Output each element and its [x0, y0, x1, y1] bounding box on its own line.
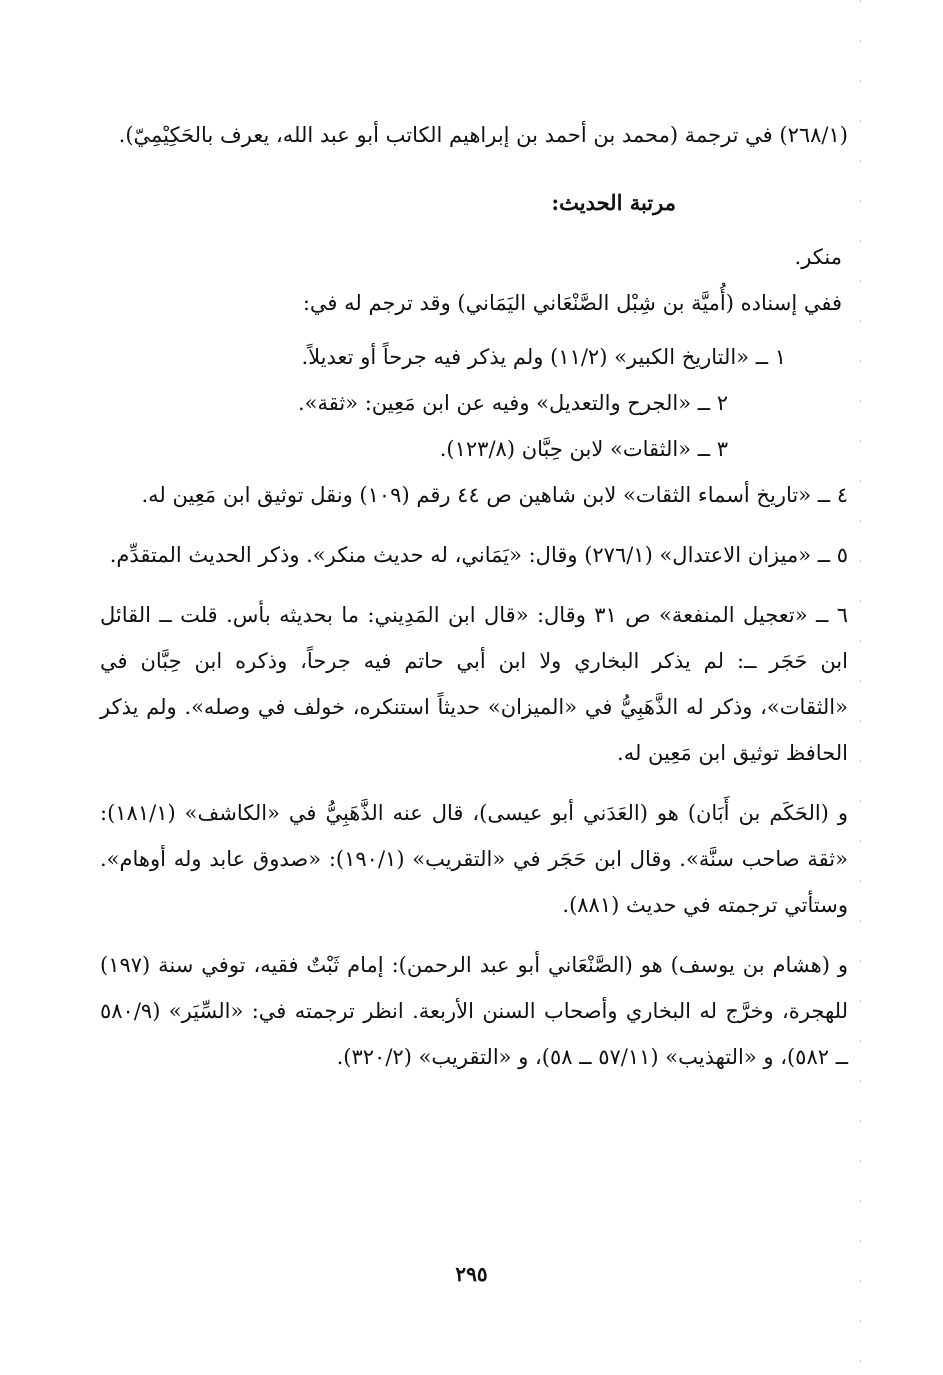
source-item-4: ٤ ــ «تاريخ أسماء الثقات» لابن شاهين ص ٤٤ رقم (١٠٩) ونقل توثيق ابن مَعِين له. — [141, 483, 848, 507]
scan-edge-mark — [860, 0, 861, 1375]
intro-paragraph: (٢٦٨/١) في ترجمة (محمد بن أحمد بن إبراهيم الكاتب أبو عبد الله، يعرف بالحَكِيْمِيّ). — [118, 123, 848, 147]
source-item-2: ٢ ــ «الجرح والتعديل» وفيه عن ابن مَعِين: «ثقة». — [297, 391, 728, 415]
narrator-hisham-paragraph: و (هشام بن يوسف) هو (الصَّنْعَاني أبو عبد الرحمن): إمام ثَبْتٌ فقيه، توفي سنة (١٩٧) للهجرة، وخرَّج له البخاري وأصحاب السنن الأربعة. انظر ترجمته في: «السِّيَر» (٥٨٠/٩ ــ ٥٨٢)، و «التهذيب» (٥٧/١١ ــ ٥٨)، و «التقريب» (٣٢٠/٢). — [100, 953, 848, 1069]
page-body — [100, 112, 848, 1080]
narrator-hakam-paragraph: و (الحَكَم بن أَبَان) هو (العَدَني أبو عيسى)، قال عنه الذَّهَبِيُّ في «الكاشف» (١٨١/١): «ثقة صاحب سنَّة». وقال ابن حَجَر في «التقريب» (١٩٠/١): «صدوق عابد وله أوهام». وستأتي ترجمته في حديث (٨٨١). — [100, 801, 848, 917]
isnad-paragraph: ففي إسناده (أُميَّة بن شِبْل الصَّنْعَاني اليَمَاني) وقد ترجم له في: — [302, 291, 842, 315]
source-item-6: ٦ ــ «تعجيل المنفعة» ص ٣١ وقال: «قال ابن المَدِيني: ما بحديثه بأس. قلت ــ القائل ابن حَجَر ــ: لم يذكر البخاري ولا ابن أبي حاتم فيه جرحاً، وذكره ابن حِبَّان في «الثقات»، وذكر له الذَّهَبِيُّ في «الميزان» حديثاً استنكره، خولف في وصله». ولم يذكر الحافظ توثيق ابن مَعِين له. — [100, 603, 848, 765]
source-item-3: ٣ ــ «الثقات» لابن حِبَّان (١٢٣/٨). — [439, 437, 728, 461]
page-number: ٢٩٥ — [455, 1262, 488, 1286]
source-item-1: ١ ــ «التاريخ الكبير» (١١/٢) ولم يذكر فيه جرحاً أو تعديلاً. — [301, 345, 786, 369]
section-heading: مرتبة الحديث: — [551, 190, 676, 215]
grade-paragraph: منكر. — [794, 245, 842, 269]
source-item-5: ٥ ــ «ميزان الاعتدال» (٢٧٦/١) وقال: «يَمَاني، له حديث منكر». وذكر الحديث المتقدِّم. — [109, 543, 848, 567]
